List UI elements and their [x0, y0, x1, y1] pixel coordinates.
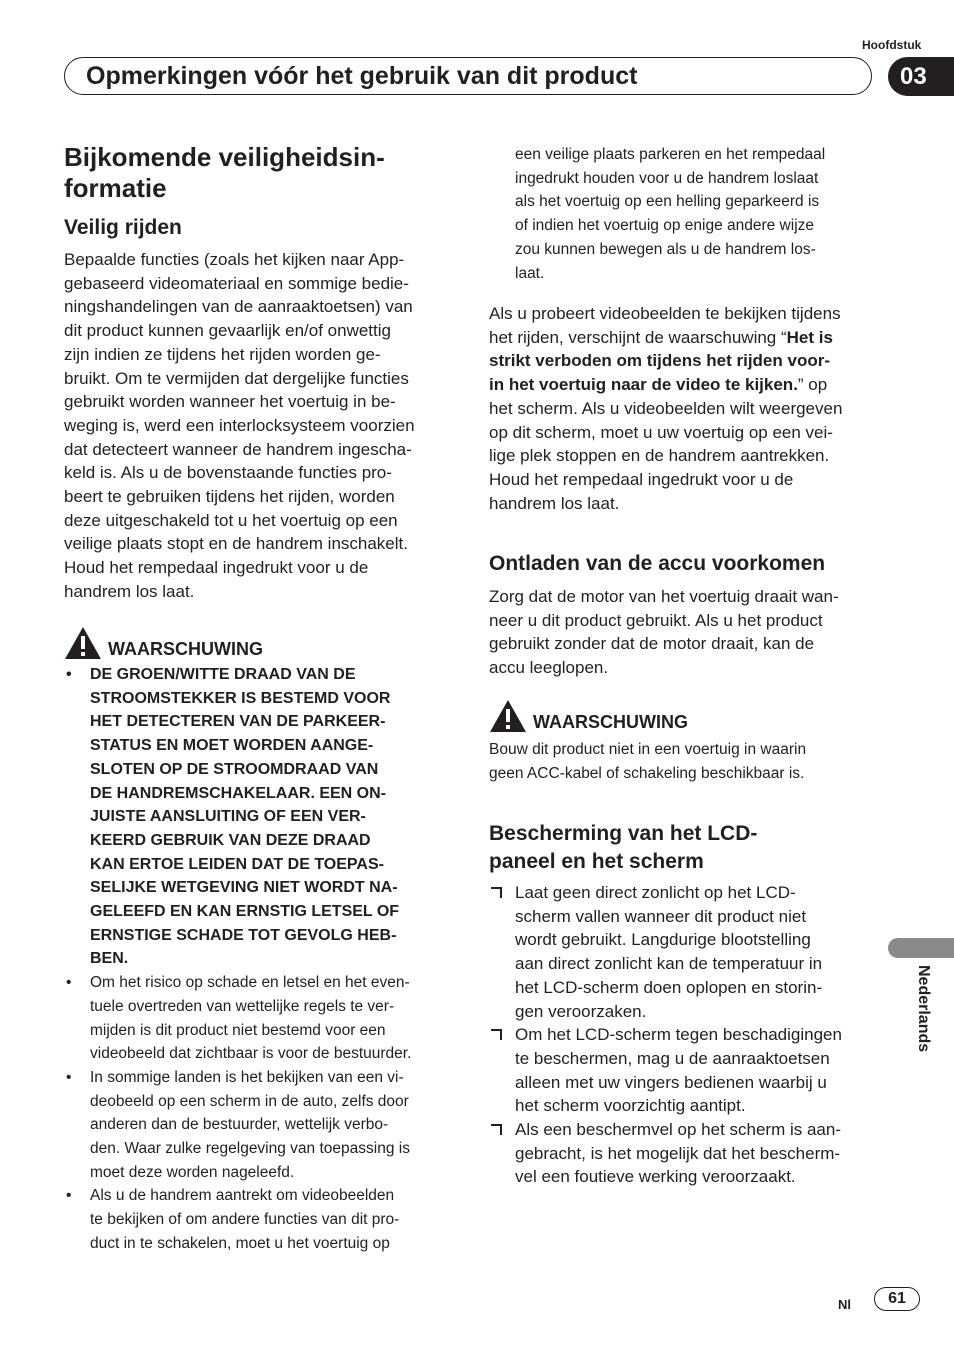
battery-text: Zorg dat de motor van het voertuig draait wan- neer u dit product gebruikt. Als u het product gebruikt zonder dat de motor draait, kan de accu leeglopen.	[489, 587, 839, 678]
checkbox-bullet-icon	[491, 1029, 502, 1040]
lcd-item-text: Laat geen direct zonlicht op het LCD- scherm vallen wanneer dit product niet wordt gebruikt. Langdurige blootstelling aan direct zonlicht kan de temperatuur in het LCD-scherm doen oplopen en storin- gen veroorzaken.	[515, 883, 823, 1021]
battery-title: Ontladen van de accu voorkomen	[489, 552, 826, 575]
hoofdstuk-label: Hoofdstuk	[862, 38, 922, 52]
video-para-pre: Als u probeert videobeelden te bekijken tijdens het rijden, verschijnt de waarschuwing “	[489, 304, 841, 347]
footer-lang-code: Nl	[838, 1297, 851, 1312]
bullet-dot: •	[66, 1187, 72, 1205]
list-item	[64, 971, 464, 1066]
checkbox-bullet-icon	[491, 1124, 502, 1135]
video-para-bold: Het is strikt verboden om tijdens het rijden voor- in het voertuig naar de video te kijken.	[489, 327, 833, 395]
bullet-text: Om het risico op schade en letsel en het even- tuele overtreden van wettelijke regels te ver- mijden is dit product niet bestemd voor een videobeeld dat zichtbaar is voor de bestuurder.	[90, 974, 412, 1063]
continued-text: een veilige plaats parkeren en het rempedaal ingedrukt houden voor u de handrem loslaat als het voertuig op een helling geparkeerd is of indien het voertuig op enige andere wijze zou kunnen bewegen als u de handrem los- laat.	[515, 146, 826, 282]
chapter-number-badge: 03	[888, 57, 954, 96]
warning-icon	[64, 626, 102, 660]
list-item	[64, 1184, 464, 1255]
bullet-dot: •	[66, 666, 72, 683]
warning-heading-right	[489, 699, 688, 733]
language-label: Nederlands	[915, 965, 932, 1053]
list-item	[64, 663, 464, 971]
list-item	[489, 1023, 889, 1118]
bullet-dot: •	[66, 974, 72, 992]
list-item	[489, 1118, 889, 1189]
warning-bullets-left	[64, 663, 464, 1256]
lcd-list	[489, 881, 889, 1189]
video-para-post: ” op het scherm. Als u videobeelden wilt weergeven op dit scherm, moet u uw voertuig op een vei- lige plek stoppen en de handrem aantrekken. Houd het rempedaal ingedrukt voor u de handrem los laat.	[489, 375, 843, 513]
warning-heading-left	[64, 626, 263, 660]
chapter-title: Opmerkingen vóór het gebruik van dit product	[86, 62, 638, 90]
warning-label-left: WAARSCHUWING	[108, 639, 263, 659]
bullet-dot: •	[66, 1068, 72, 1086]
bullet-text: In sommige landen is het bekijken van een vi- deobeeld op een scherm in de auto, zelfs door anderen dan de bestuurder, wettelijk verbo- den. Waar zulke regelgeving van toepassing is moet deze worden nageleefd.	[90, 1068, 410, 1181]
lcd-item-text: Als een beschermvel op het scherm is aan- gebracht, is het mogelijk dat het bescherm- vel een foutieve werking veroorzaakt.	[515, 1120, 841, 1187]
warning-icon	[489, 699, 527, 733]
safe-driving-title: Veilig rijden	[64, 216, 182, 239]
warning-label-right: WAARSCHUWING	[533, 712, 688, 732]
video-warning-paragraph	[489, 302, 889, 515]
lcd-title: Bescherming van het LCD- paneel en het scherm	[489, 822, 758, 873]
bullet-text: DE GROEN/WITTE DRAAD VAN DE STROOMSTEKKER IS BESTEMD VOOR HET DETECTEREN VAN DE PARKEER- STATUS EN MOET WORDEN AANGE- SLOTEN OP DE STROOMDRAAD VAN DE HANDREMSCHAKELAAR. EEN ON- JUISTE AANSLUITING OF EEN VER- KEERD GEBRUIK VAN DEZE DRAAD KAN ERTOE LEIDEN DAT DE TOEPAS- SELIJKE WETGEVING NIET WORDT NA- GELEEFD EN KAN ERNSTIG LETSEL OF ERNSTIGE SCHADE TOT GEVOLG HEB- BEN.	[90, 666, 400, 968]
page-number: 61	[874, 1287, 920, 1311]
warning-text-right: Bouw dit product niet in een voertuig in waarin geen ACC-kabel of schakeling beschikbaar is.	[489, 741, 807, 782]
lcd-item-text: Om het LCD-scherm tegen beschadigingen te beschermen, mag u de aanraaktoetsen alleen met uw vingers bedienen waarbij u het scherm voorzichtig aantipt.	[515, 1025, 842, 1116]
safe-driving-text: Bepaalde functies (zoals het kijken naar App- gebaseerd videomateriaal en sommige bedie- ningshandelingen van de aanraaktoetsen) van dit product kunnen gevaarlijk en/of onwettig zijn indien ze tijdens het rijden worden ge- bruikt. Om te vermijden dat dergelijke functies gebruikt worden wanneer het voertuig in be- weging is, werd een interlocksysteem voorzien dat detecteert wanneer de handrem ingescha- keld is. Als u de bovenstaande functies pro- beert te gebruiken tijdens het rijden, worden deze uitgeschakeld tot u het voertuig op een veilige plaats stopt en de handrem inschakelt. Houd het rempedaal ingedrukt voor u de handrem los laat.	[64, 250, 415, 601]
checkbox-bullet-icon	[491, 887, 502, 898]
section-title: Bijkomende veiligheidsin- formatie	[64, 142, 385, 203]
language-tab	[888, 938, 954, 958]
list-item	[64, 1066, 464, 1185]
bullet-text: Als u de handrem aantrekt om videobeelden te bekijken of om andere functies van dit pro- duct in te schakelen, moet u het voertuig op	[90, 1187, 400, 1252]
list-item	[489, 881, 889, 1023]
